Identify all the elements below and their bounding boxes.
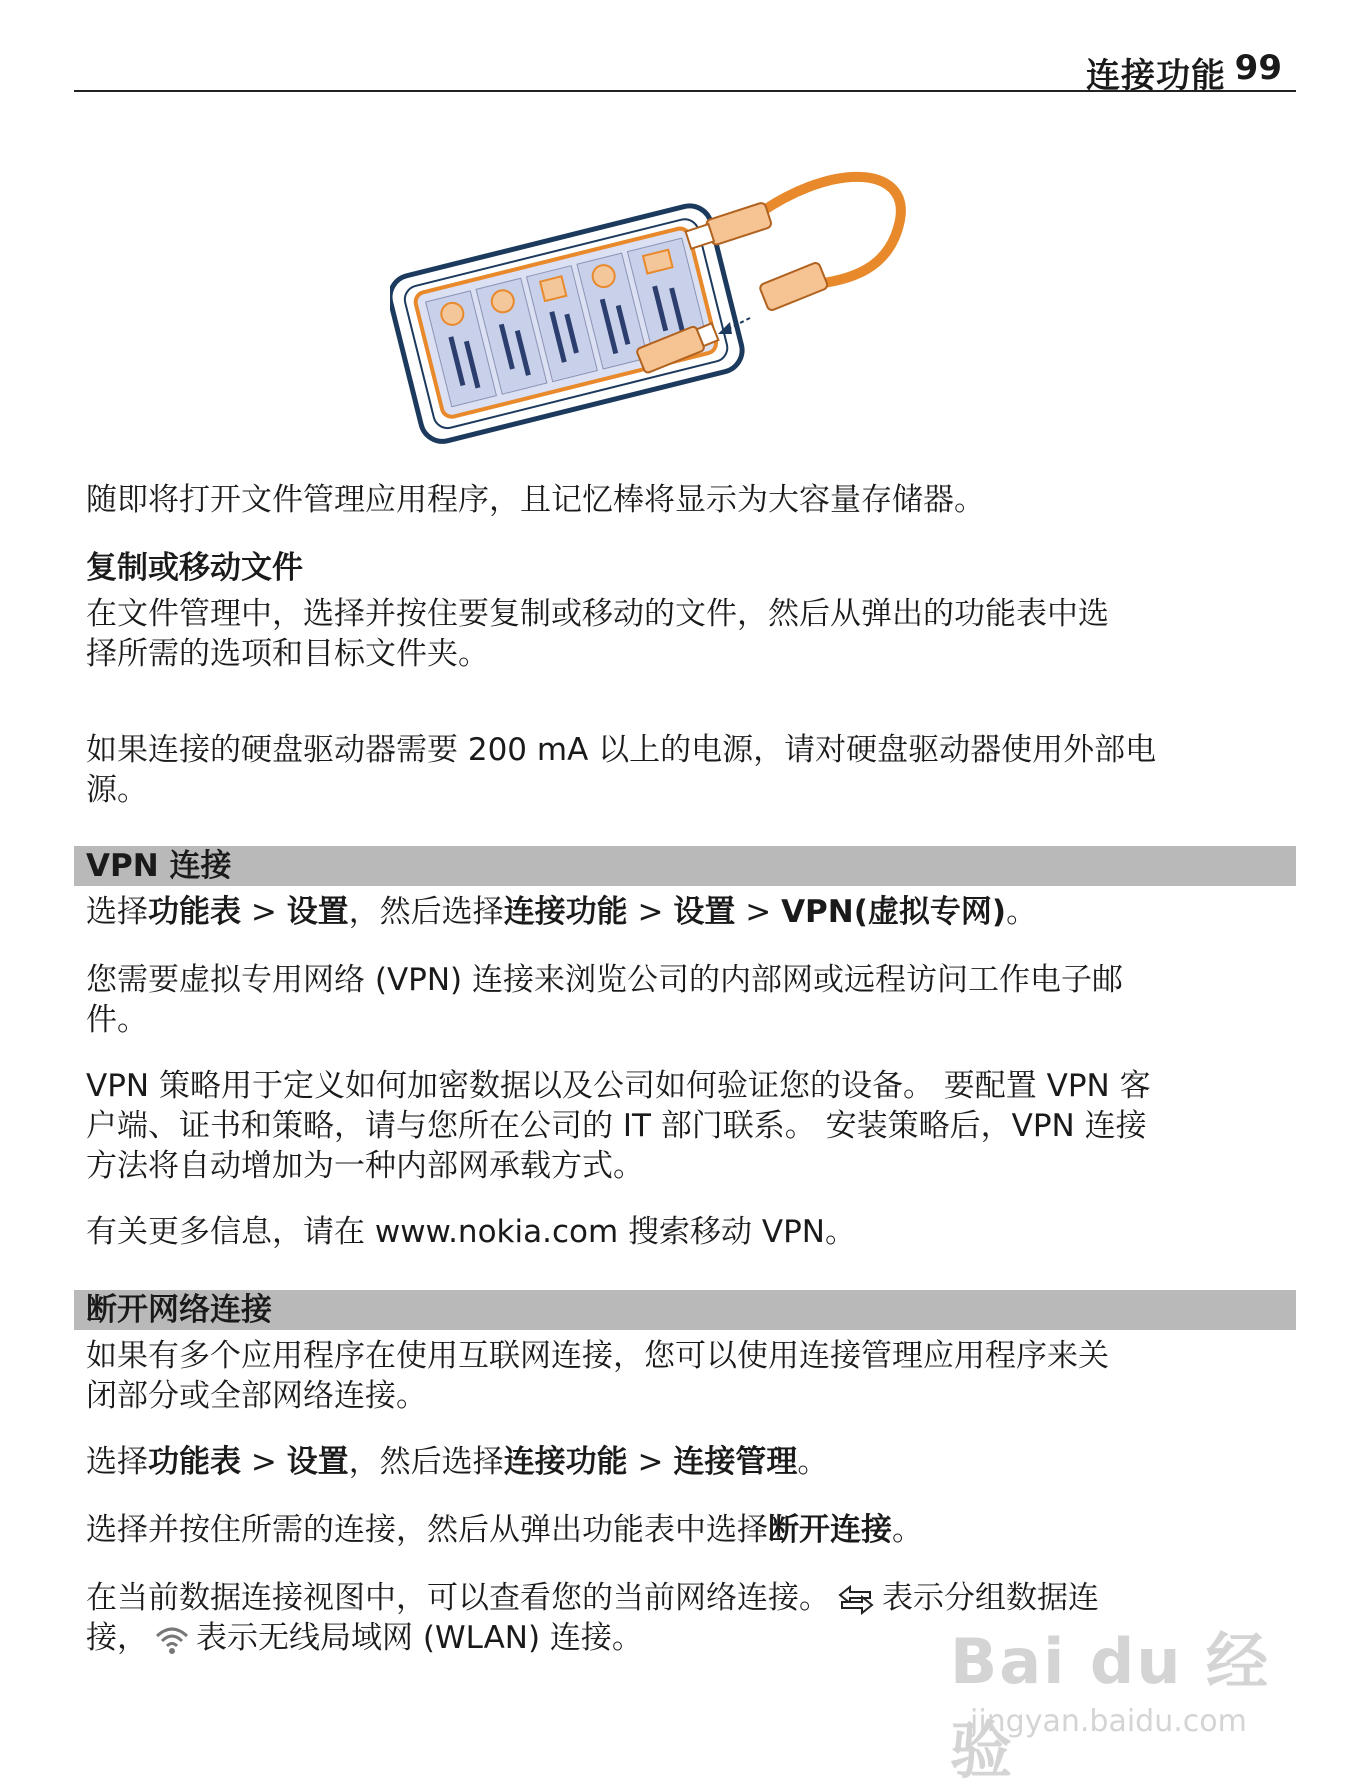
vpn-policy-line-3: 方法将自动增加为一种内部网承载方式。 — [86, 1148, 644, 1184]
disconnect-section-bar — [74, 1290, 1296, 1330]
chapter-title: 连接功能 — [1086, 56, 1226, 96]
disconnect-intro-line-2: 闭部分或全部网络连接。 — [86, 1378, 427, 1414]
vpn-policy-line-2: 户端、证书和策略，请与您所在公司的 IT 部门联系。 安装策略后，VPN 连接 — [86, 1108, 1147, 1144]
vpn-intro-line-2: 件。 — [86, 1002, 148, 1038]
watermark-logo: Bai du 经验 — [950, 1625, 1271, 1787]
copy-line-2: 择所需的选项和目标文件夹。 — [86, 636, 489, 672]
baidu-watermark — [950, 1612, 1280, 1787]
vpn-menu-path: 选择功能表 > 设置，然后选择连接功能 > 设置 > VPN(虚拟专网)。 — [86, 894, 1038, 930]
page-number: 99 — [1234, 48, 1282, 88]
vpn-section-title: VPN 连接 — [86, 848, 232, 884]
usb-otg-illustration — [390, 170, 990, 460]
power-note-line-2: 源。 — [86, 772, 148, 808]
power-note-line-1: 如果连接的硬盘驱动器需要 200 mA 以上的电源，请对硬盘驱动器使用外部电 — [86, 732, 1157, 768]
copy-line-1: 在文件管理中，选择并按住要复制或移动的文件，然后从弹出的功能表中选 — [86, 596, 1109, 632]
connection-view-line-2: 接， 表示无线局域网 (WLAN) 连接。 — [86, 1620, 643, 1656]
copy-heading: 复制或移动文件 — [86, 550, 303, 586]
disconnect-section-title: 断开网络连接 — [86, 1292, 272, 1328]
disconnect-menu-path: 选择功能表 > 设置，然后选择连接功能 > 连接管理。 — [86, 1444, 829, 1480]
watermark-url: jingyan.baidu.com — [970, 1704, 1247, 1739]
storage-paragraph: 随即将打开文件管理应用程序，且记忆棒将显示为大容量存储器。 — [86, 482, 985, 518]
disconnect-intro-line-1: 如果有多个应用程序在使用互联网连接，您可以使用连接管理应用程序来关 — [86, 1338, 1109, 1374]
vpn-intro-line-1: 您需要虚拟专用网络 (VPN) 连接来浏览公司的内部网或远程访问工作电子邮 — [86, 962, 1123, 998]
vpn-more-info: 有关更多信息，请在 www.nokia.com 搜索移动 VPN。 — [86, 1214, 856, 1250]
page-header — [74, 44, 1296, 96]
packet-data-icon — [836, 1585, 876, 1615]
connection-view-line-1: 在当前数据连接视图中，可以查看您的当前网络连接。 表示分组数据连 — [86, 1580, 1099, 1616]
vpn-section-bar — [74, 846, 1296, 886]
vpn-policy-line-1: VPN 策略用于定义如何加密数据以及公司如何验证您的设备。 要配置 VPN 客 — [86, 1068, 1151, 1104]
disconnect-instruction: 选择并按住所需的连接，然后从弹出功能表中选择断开连接。 — [86, 1512, 923, 1548]
wlan-icon — [154, 1624, 190, 1656]
